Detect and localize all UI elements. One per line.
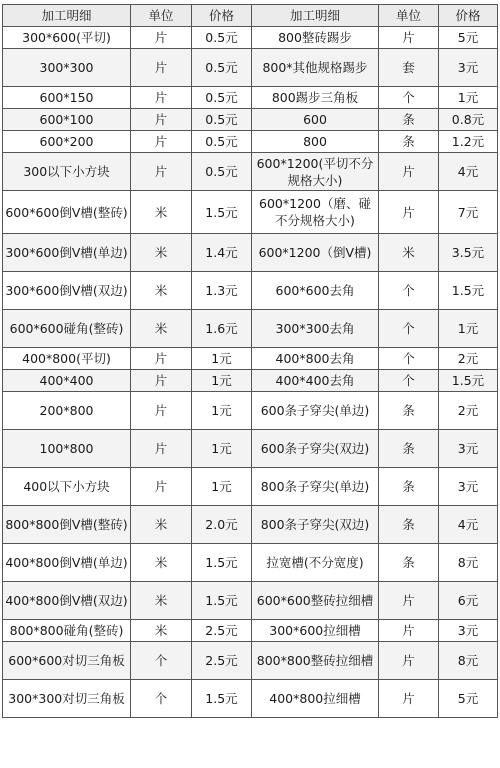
cell-unit-right: 条: [379, 131, 439, 153]
table-row: [3, 87, 498, 109]
cell-price-left: 1.3元: [192, 272, 252, 310]
cell-detail-right: 400*800去角: [252, 348, 379, 370]
table-row: [3, 544, 498, 582]
cell-detail-left: 600*600对切三角板: [3, 642, 131, 680]
cell-unit-left: 片: [131, 468, 192, 506]
cell-detail-left: 200*800: [3, 392, 131, 430]
cell-price-left: 1元: [192, 430, 252, 468]
cell-unit-left: 个: [131, 642, 192, 680]
cell-unit-left: 米: [131, 272, 192, 310]
cell-price-left: 0.5元: [192, 131, 252, 153]
cell-detail-left: 600*150: [3, 87, 131, 109]
cell-price-left: 0.5元: [192, 109, 252, 131]
cell-detail-left: 300*600倒V槽(双边): [3, 272, 131, 310]
cell-price-left: 1.4元: [192, 234, 252, 272]
cell-price-left: 0.5元: [192, 153, 252, 191]
cell-unit-left: 片: [131, 109, 192, 131]
cell-unit-left: 米: [131, 310, 192, 348]
cell-unit-left: 片: [131, 370, 192, 392]
table-row: [3, 348, 498, 370]
cell-unit-left: 片: [131, 87, 192, 109]
table-row: [3, 27, 498, 49]
cell-unit-left: 米: [131, 544, 192, 582]
cell-price-right: 0.8元: [439, 109, 498, 131]
cell-detail-right: 600条子穿尖(双边): [252, 430, 379, 468]
cell-detail-right: 600*1200(平切不分规格大小): [252, 153, 379, 191]
cell-detail-left: 300以下小方块: [3, 153, 131, 191]
cell-unit-right: 条: [379, 506, 439, 544]
cell-detail-right: 600*600整砖拉细槽: [252, 582, 379, 620]
price-table: [2, 4, 498, 718]
cell-detail-right: 800整砖踢步: [252, 27, 379, 49]
cell-unit-right: 米: [379, 234, 439, 272]
cell-detail-left: 400*800倒V槽(双边): [3, 582, 131, 620]
cell-unit-left: 片: [131, 131, 192, 153]
table-row: [3, 49, 498, 87]
cell-unit-right: 套: [379, 49, 439, 87]
cell-price-left: 1元: [192, 348, 252, 370]
cell-unit-left: 米: [131, 506, 192, 544]
cell-unit-left: 片: [131, 49, 192, 87]
cell-detail-left: 100*800: [3, 430, 131, 468]
cell-unit-left: 米: [131, 234, 192, 272]
table-row: [3, 468, 498, 506]
cell-unit-right: 条: [379, 430, 439, 468]
cell-price-right: 1.2元: [439, 131, 498, 153]
cell-unit-right: 片: [379, 642, 439, 680]
cell-detail-right: 800*其他规格踢步: [252, 49, 379, 87]
cell-detail-right: 300*300去角: [252, 310, 379, 348]
cell-price-right: 7元: [439, 191, 498, 234]
cell-unit-left: 片: [131, 348, 192, 370]
cell-price-right: 1.5元: [439, 370, 498, 392]
cell-price-right: 5元: [439, 27, 498, 49]
cell-detail-left: 300*600倒V槽(单边): [3, 234, 131, 272]
cell-unit-right: 条: [379, 544, 439, 582]
cell-price-left: 0.5元: [192, 49, 252, 87]
cell-unit-right: 个: [379, 272, 439, 310]
cell-price-right: 8元: [439, 642, 498, 680]
cell-price-right: 2元: [439, 348, 498, 370]
cell-detail-right: 600*1200（倒V槽): [252, 234, 379, 272]
cell-price-right: 4元: [439, 153, 498, 191]
header-price-left: 价格: [192, 5, 252, 27]
cell-unit-left: 片: [131, 430, 192, 468]
cell-unit-right: 个: [379, 348, 439, 370]
cell-price-right: 1元: [439, 310, 498, 348]
cell-detail-right: 拉宽槽(不分宽度): [252, 544, 379, 582]
header-row: [3, 5, 498, 27]
table-row: [3, 234, 498, 272]
table-row: [3, 430, 498, 468]
table-row: [3, 642, 498, 680]
header-unit-right: 单位: [379, 5, 439, 27]
cell-price-right: 3.5元: [439, 234, 498, 272]
cell-price-right: 2元: [439, 392, 498, 430]
table-row: [3, 310, 498, 348]
header-price-right: 价格: [439, 5, 498, 27]
table-header: [3, 5, 498, 27]
cell-detail-right: 300*600拉细槽: [252, 620, 379, 642]
cell-price-left: 0.5元: [192, 87, 252, 109]
table-body: [3, 27, 498, 718]
cell-price-left: 1.5元: [192, 582, 252, 620]
cell-price-left: 1.6元: [192, 310, 252, 348]
header-detail-left: 加工明细: [3, 5, 131, 27]
cell-price-left: 1.5元: [192, 191, 252, 234]
cell-unit-left: 米: [131, 620, 192, 642]
cell-price-left: 2.5元: [192, 642, 252, 680]
cell-unit-right: 片: [379, 191, 439, 234]
cell-detail-right: 800*800整砖拉细槽: [252, 642, 379, 680]
table-row: [3, 272, 498, 310]
cell-unit-left: 个: [131, 680, 192, 718]
cell-unit-right: 片: [379, 153, 439, 191]
cell-unit-right: 片: [379, 620, 439, 642]
cell-unit-right: 片: [379, 680, 439, 718]
cell-unit-left: 片: [131, 392, 192, 430]
cell-detail-right: 600*1200（磨、碰不分规格大小): [252, 191, 379, 234]
table-row: [3, 392, 498, 430]
cell-price-left: 1元: [192, 468, 252, 506]
cell-detail-left: 400*800倒V槽(单边): [3, 544, 131, 582]
header-unit-left: 单位: [131, 5, 192, 27]
cell-price-left: 1元: [192, 370, 252, 392]
cell-unit-right: 条: [379, 468, 439, 506]
cell-unit-left: 米: [131, 191, 192, 234]
cell-price-right: 8元: [439, 544, 498, 582]
table-row: [3, 370, 498, 392]
cell-unit-right: 个: [379, 310, 439, 348]
cell-detail-right: 600: [252, 109, 379, 131]
cell-unit-right: 条: [379, 109, 439, 131]
cell-unit-left: 片: [131, 153, 192, 191]
cell-unit-right: 片: [379, 27, 439, 49]
cell-detail-left: 800*800碰角(整砖): [3, 620, 131, 642]
cell-detail-right: 400*800拉细槽: [252, 680, 379, 718]
header-detail-right: 加工明细: [252, 5, 379, 27]
cell-price-left: 2.0元: [192, 506, 252, 544]
cell-unit-right: 条: [379, 392, 439, 430]
cell-detail-right: 800条子穿尖(双边): [252, 506, 379, 544]
cell-price-left: 1元: [192, 392, 252, 430]
cell-detail-right: 800: [252, 131, 379, 153]
cell-detail-left: 300*300对切三角板: [3, 680, 131, 718]
table-row: [3, 620, 498, 642]
cell-unit-right: 个: [379, 87, 439, 109]
cell-price-right: 3元: [439, 49, 498, 87]
cell-detail-right: 600*600去角: [252, 272, 379, 310]
table-row: [3, 506, 498, 544]
cell-price-right: 5元: [439, 680, 498, 718]
cell-price-left: 1.5元: [192, 544, 252, 582]
cell-price-right: 6元: [439, 582, 498, 620]
cell-price-right: 3元: [439, 620, 498, 642]
cell-price-left: 0.5元: [192, 27, 252, 49]
table-row: [3, 153, 498, 191]
cell-detail-right: 400*400去角: [252, 370, 379, 392]
cell-detail-left: 400*400: [3, 370, 131, 392]
cell-unit-left: 片: [131, 27, 192, 49]
cell-price-right: 3元: [439, 430, 498, 468]
cell-detail-left: 300*600(平切): [3, 27, 131, 49]
table-row: [3, 680, 498, 718]
cell-detail-right: 800踢步三角板: [252, 87, 379, 109]
cell-detail-left: 600*100: [3, 109, 131, 131]
cell-detail-left: 400以下小方块: [3, 468, 131, 506]
cell-detail-left: 600*200: [3, 131, 131, 153]
cell-unit-right: 个: [379, 370, 439, 392]
cell-unit-left: 米: [131, 582, 192, 620]
cell-detail-left: 600*600碰角(整砖): [3, 310, 131, 348]
table-row: [3, 131, 498, 153]
cell-detail-right: 800条子穿尖(单边): [252, 468, 379, 506]
cell-detail-left: 800*800倒V槽(整砖): [3, 506, 131, 544]
cell-price-left: 2.5元: [192, 620, 252, 642]
table-row: [3, 109, 498, 131]
table-row: [3, 191, 498, 234]
cell-price-left: 1.5元: [192, 680, 252, 718]
cell-detail-left: 400*800(平切): [3, 348, 131, 370]
cell-unit-right: 片: [379, 582, 439, 620]
table-row: [3, 582, 498, 620]
cell-detail-right: 600条子穿尖(单边): [252, 392, 379, 430]
cell-price-right: 3元: [439, 468, 498, 506]
cell-price-right: 1.5元: [439, 272, 498, 310]
cell-price-right: 4元: [439, 506, 498, 544]
cell-detail-left: 300*300: [3, 49, 131, 87]
cell-detail-left: 600*600倒V槽(整砖): [3, 191, 131, 234]
cell-price-right: 1元: [439, 87, 498, 109]
